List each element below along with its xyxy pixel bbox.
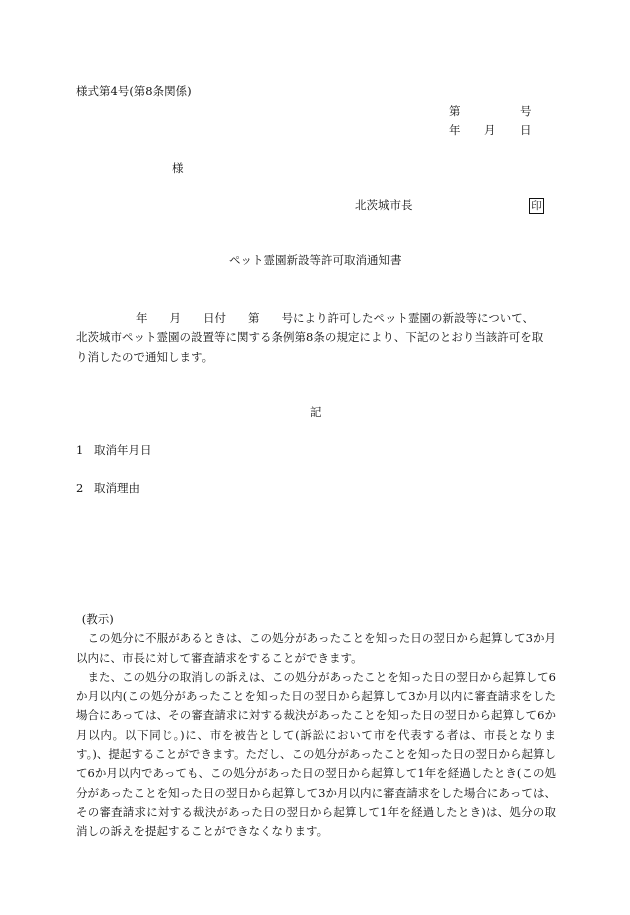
item-2-label: 取消理由 xyxy=(94,481,140,495)
intro-day-issued: 日付 xyxy=(203,311,226,325)
item-2-num: 2 xyxy=(76,481,84,495)
notice-section xyxy=(76,610,556,842)
intro-number-prefix: 第 xyxy=(248,311,260,325)
doc-date-month: 月 xyxy=(484,123,496,137)
notice-paragraph-2: また、この処分の取消しの訴えは、この処分があったことを知った日の翌日から起算して6か月以内(この処分があったことを知った日の翌日から起算して3か月以内に審査請求をした場合にあっては、その審査請求に対する裁決があったことを知った日の翌日から起算して6か月以内。以下同じ。)に、市を被告として(訴訟において市を代表する者は、市長となります。)、提起することができます。ただし、この処分があったことを知った日の翌日から起算して6か月以内であっても、この処分があった日の翌日から起算して1年を経過したとき(この処分があったことを知った日の翌日から起算して3か月以内に審査請求をした場合にあっては、その審査請求に対する裁決があった日の翌日から起算して1年を経過したとき)は、処分の取消しの訴えを提起することができなくなります。 xyxy=(76,669,556,839)
document-title: ペット霊園新設等許可取消通知書 xyxy=(229,253,402,267)
form-label: 様式第4号(第8条関係) xyxy=(76,84,192,98)
intro-line-1 xyxy=(76,309,556,328)
intro-month: 月 xyxy=(169,311,181,325)
seal-mark: 印 xyxy=(529,198,544,214)
doc-number-prefix: 第 xyxy=(449,104,461,118)
notice-heading: (教示) xyxy=(81,612,114,626)
doc-date-day: 日 xyxy=(520,123,532,137)
notice-paragraph-1: この処分に不服があるときは、この処分があったことを知った日の翌日から起算して3か月以内に、市長に対して審査請求をすることができます。 xyxy=(76,631,556,665)
doc-number-suffix: 号 xyxy=(520,104,532,118)
intro-line-2: 北茨城市ペット霊園の設置等に関する条例第8条の規定により、下記のとおり当該許可を取 xyxy=(76,330,544,345)
addressee-suffix: 様 xyxy=(172,161,184,175)
doc-date-year: 年 xyxy=(449,123,461,137)
ki-heading: 記 xyxy=(310,405,322,419)
intro-line-1-rest: 号により許可したペット霊園の新設等について、 xyxy=(281,311,535,325)
intro-line-3: り消したので通知します。 xyxy=(76,349,214,364)
issuer-title: 北茨城市長 xyxy=(355,198,413,212)
intro-paragraph xyxy=(76,309,556,367)
item-1-label: 取消年月日 xyxy=(94,443,152,457)
intro-year: 年 xyxy=(136,311,148,325)
item-1-num: 1 xyxy=(76,443,84,457)
